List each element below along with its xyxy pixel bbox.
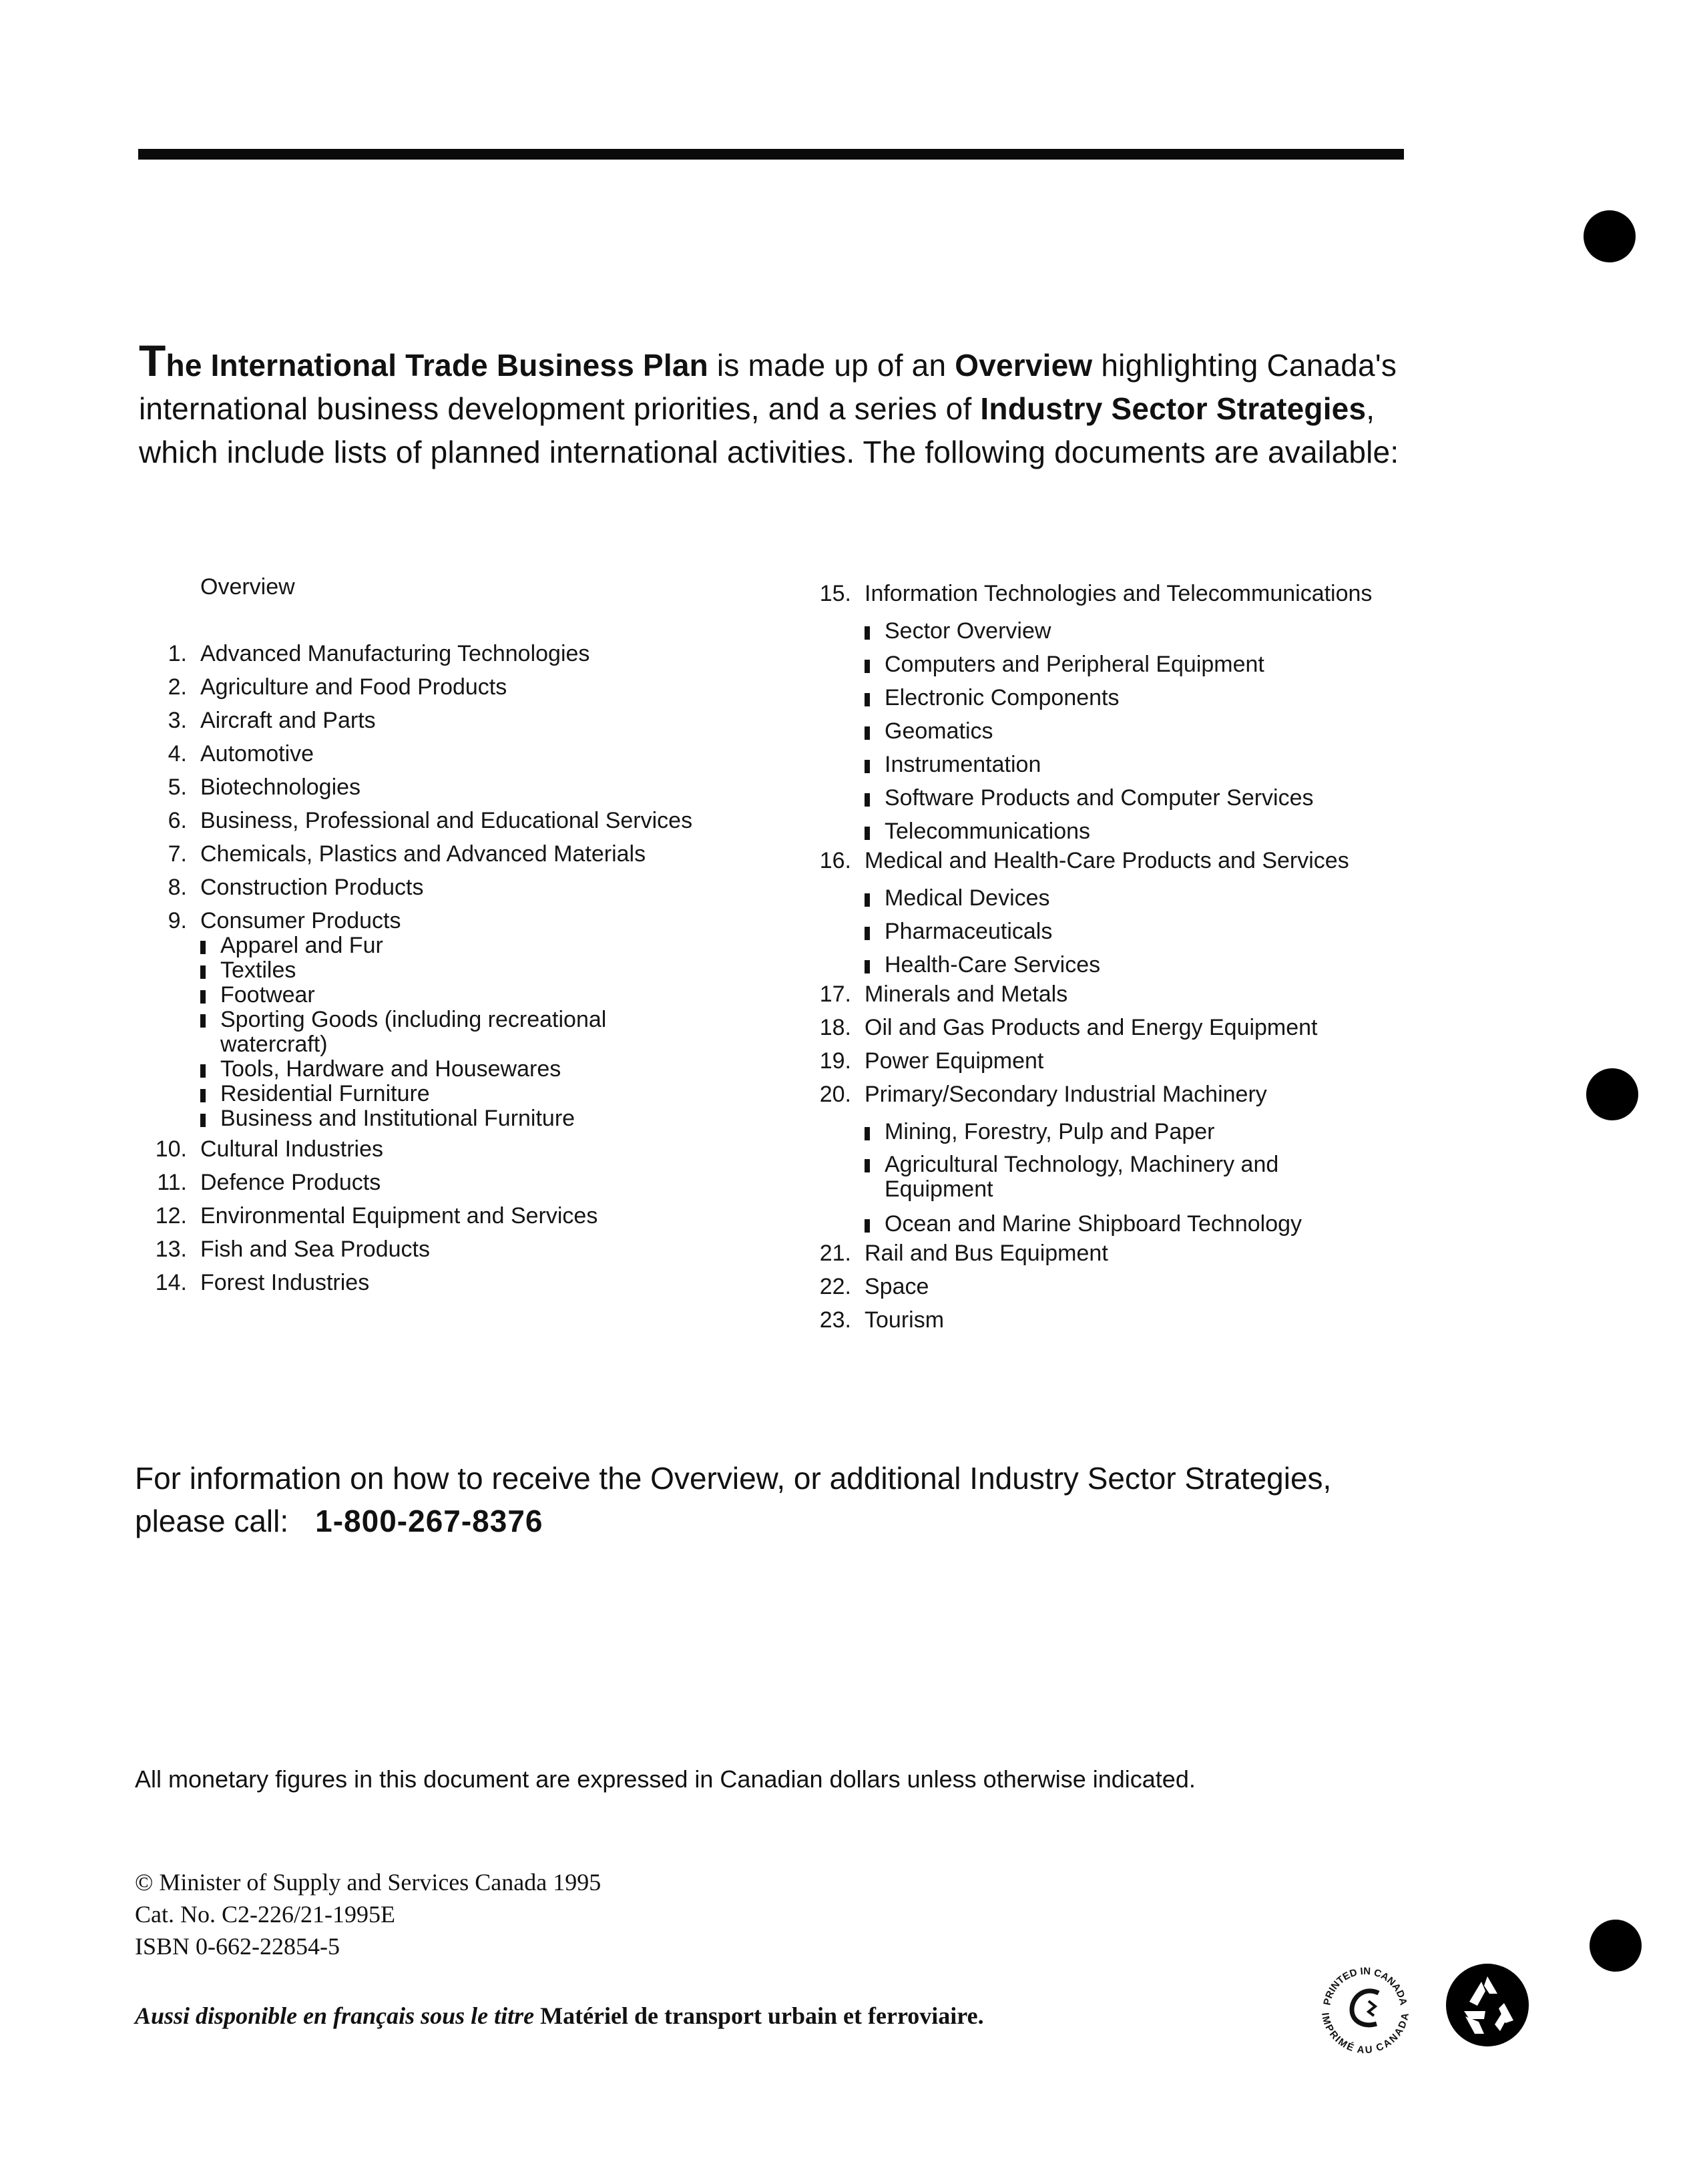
sub-item: Tools, Hardware and Housewares	[139, 1057, 740, 1082]
list-item-overview: Overview	[200, 574, 295, 600]
sub-item: Medical Devices	[798, 881, 1465, 915]
sub-item: Pharmaceuticals	[798, 915, 1465, 948]
sub-item: Ocean and Marine Shipboard Technology	[798, 1207, 1465, 1241]
list-item: 3. Aircraft and Parts	[168, 708, 376, 733]
list-item: 21. Rail and Bus Equipment	[819, 1241, 1108, 1266]
sub-item: Business and Institutional Furniture	[139, 1106, 740, 1131]
list-item: 4. Automotive	[168, 741, 314, 767]
bullet-icon	[865, 660, 870, 673]
info-call-line: please call: 1-800-267-8376	[135, 1504, 543, 1538]
list-item: 2. Agriculture and Food Products	[168, 674, 507, 700]
document-list-right	[798, 581, 1465, 1341]
info-line: For information on how to receive the Overview, or additional Industry Sector Strategies,	[135, 1461, 1332, 1496]
intro-paragraph: The International Trade Business Plan is made up of an Overview highlighting Canada's international business development priorities, and a series of Industry Sector Strategies, which include lists of planned international activities. The following documents are available:	[139, 336, 1399, 469]
copyright-block: © Minister of Supply and Services Canada 1995 Cat. No. C2-226/21-1995E ISBN 0-662-22854-5	[135, 1869, 602, 1960]
sub-item: Apparel and Fur	[139, 933, 740, 958]
bullet-icon	[200, 1114, 206, 1127]
sub-item: Telecommunications	[798, 815, 1465, 848]
list-item: 20. Primary/Secondary Industrial Machinery	[819, 1082, 1267, 1107]
sub-item: Textiles	[139, 958, 740, 983]
sub-item: Sector Overview	[798, 614, 1465, 648]
list-item: 11. Defence Products	[157, 1170, 381, 1195]
sub-item: Residential Furniture	[139, 1082, 740, 1106]
list-item: 9. Consumer Products	[168, 908, 401, 933]
sub-item: Agricultural Technology, Machinery and Equipment	[798, 1152, 1465, 1202]
list-item: 18. Oil and Gas Products and Energy Equipment	[819, 1015, 1318, 1040]
svg-text:IMPRIMÉ AU CANADA: IMPRIMÉ AU CANADA	[1319, 2012, 1411, 2056]
bullet-icon	[865, 927, 870, 940]
sub-item: Electronic Components	[798, 681, 1465, 714]
punch-hole	[1584, 210, 1636, 262]
list-item: 7. Chemicals, Plastics and Advanced Materials	[168, 841, 646, 867]
list-item: 5. Biotechnologies	[168, 775, 361, 800]
bullet-icon	[200, 1014, 206, 1028]
printed-in-canada-seal-icon	[1315, 1960, 1415, 2060]
punch-hole	[1586, 1068, 1638, 1120]
bullet-icon	[865, 827, 870, 840]
list-item: 8. Construction Products	[168, 875, 424, 900]
bullet-icon	[865, 793, 870, 807]
sub-item: Geomatics	[798, 714, 1465, 748]
list-item: 23. Tourism	[819, 1307, 945, 1333]
bullet-icon	[865, 726, 870, 740]
list-item: 12. Environmental Equipment and Services	[155, 1203, 598, 1229]
recycle-icon	[1444, 1962, 1531, 2048]
bullet-icon	[865, 760, 870, 773]
bullet-icon	[200, 1064, 206, 1078]
list-item: 14. Forest Industries	[155, 1270, 370, 1295]
top-rule	[138, 149, 1404, 160]
svg-text:PRINTED IN CANADA: PRINTED IN CANADA	[1321, 1965, 1409, 2006]
list-item: 16. Medical and Health-Care Products and Services	[819, 848, 1349, 873]
punch-hole	[1590, 1920, 1642, 1972]
bullet-icon	[200, 990, 206, 1004]
sub-item: Sporting Goods (including recreational watercraft)	[139, 1008, 740, 1057]
bullet-icon	[200, 965, 206, 979]
list-item: 22. Space	[819, 1274, 929, 1299]
sub-item: Instrumentation	[798, 748, 1465, 781]
sub-item: Mining, Forestry, Pulp and Paper	[798, 1115, 1465, 1148]
bullet-icon	[200, 941, 206, 954]
bullet-icon	[865, 960, 870, 973]
list-item: 15. Information Technologies and Telecommunications	[819, 581, 1373, 606]
sub-item: Footwear	[139, 983, 740, 1008]
monetary-note: All monetary figures in this document are expressed in Canadian dollars unless otherwise indicated.	[135, 1765, 1196, 1793]
phone-number: 1-800-267-8376	[315, 1504, 543, 1538]
sub-item: Software Products and Computer Services	[798, 781, 1465, 815]
list-item: 10. Cultural Industries	[155, 1136, 384, 1162]
french-availability-note: Aussi disponible en français sous le titre Matériel de transport urbain et ferroviaire.	[135, 2002, 984, 2029]
list-item: 1. Advanced Manufacturing Technologies	[168, 641, 590, 666]
sub-item: Health-Care Services	[798, 948, 1465, 981]
bullet-icon	[865, 1219, 870, 1233]
bullet-icon	[865, 1159, 870, 1172]
bullet-icon	[865, 893, 870, 907]
list-item: 19. Power Equipment	[819, 1048, 1044, 1074]
document-list-left	[139, 574, 740, 1303]
list-item: 17. Minerals and Metals	[819, 981, 1068, 1007]
bullet-icon	[865, 626, 870, 640]
list-item: 13. Fish and Sea Products	[155, 1237, 430, 1262]
bullet-icon	[200, 1089, 206, 1102]
list-item: 6. Business, Professional and Educational Services	[168, 808, 693, 833]
bullet-icon	[865, 1127, 870, 1140]
contact-info	[135, 1457, 1437, 1542]
sub-item: Computers and Peripheral Equipment	[798, 648, 1465, 681]
bullet-icon	[865, 693, 870, 706]
